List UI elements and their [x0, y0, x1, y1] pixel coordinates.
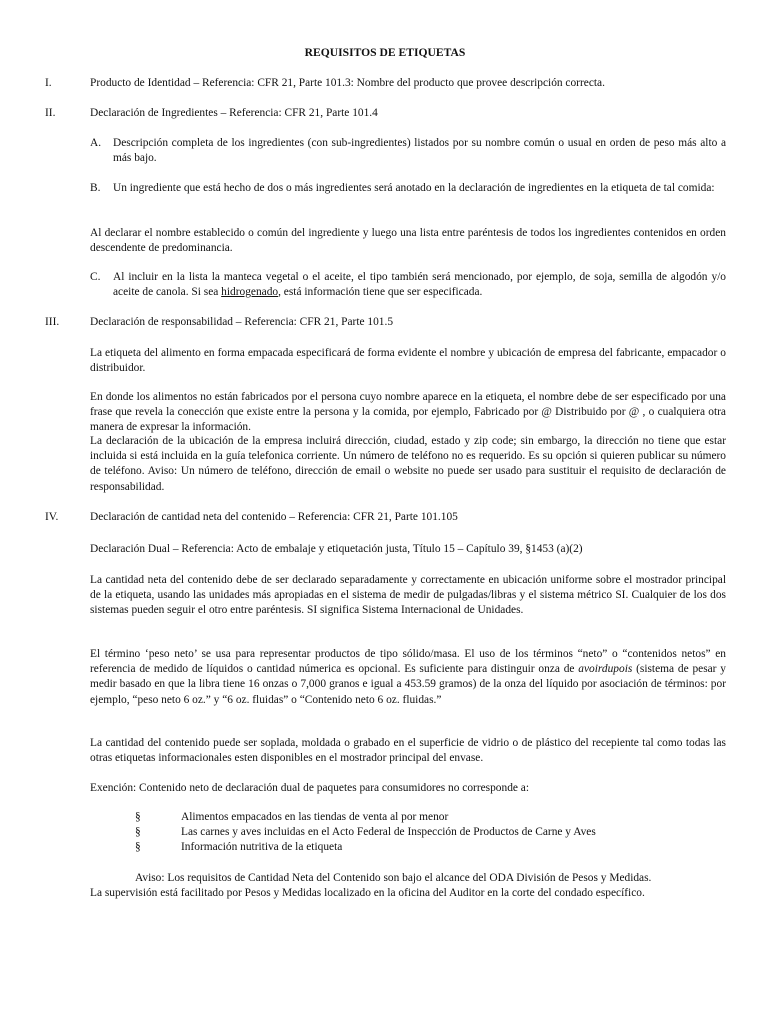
section-1-heading: Producto de Identidad – Referencia: CFR 21, Parte 101.3: Nombre del producto que provee descripción correcta. — [90, 77, 605, 89]
section-4-paragraph-3: La cantidad del contenido puede ser soplada, moldada o grabado en el superficie de vidrio o de plástico del recepiente tal como todas las otras etiquetas informacionales esten disponibles en el mostrador principal del envase. — [90, 737, 726, 765]
item-c-underlined-term: hidrogenado — [221, 286, 279, 299]
section-3-paragraph-1: La etiqueta del alimento en forma empacada especificará de forma evidente el nombre y ubicación de empresa del fabricante, empacador o distribuidor. — [90, 347, 726, 375]
notice-line-1: Aviso: Los requisitos de Cantidad Neta del Contenido son bajo el alcance del ODA División de Pesos y Medidas. — [135, 872, 652, 884]
section-3-number: III. — [45, 316, 60, 328]
section-3-heading: Declaración de responsabilidad – Referencia: CFR 21, Parte 101.5 — [90, 316, 394, 328]
item-c-text-pre: Al incluir en la lista la manteca vegetal o el aceite, el tipo también será mencionado, por ejemplo, de soja, semilla de algodón y/o aceite de canola. Si sea — [113, 271, 726, 299]
section-2-heading: Declaración de Ingredientes – Referencia: CFR 21, Parte 101.4 — [90, 107, 378, 119]
section-symbol: § — [135, 826, 141, 838]
section-4-paragraph-2 — [90, 647, 726, 708]
section-3-paragraph-2: En donde los alimentos no están fabricados por el persona cuyo nombre aparece en la etiqueta, el nombre debe de ser especificado por una frase que revela la conección que existe entre la persona y la comida, por ejemplo, Fabricado por @ Distribuido por @ , o cualquiera otra manera de expresar la información. — [90, 391, 726, 434]
section-2-item-a — [90, 136, 726, 166]
section-2-note: Al declarar el nombre establecido o común del ingrediente y luego una lista entre paréntesis de todos los ingredientes contenidos en orden descendente de predominancia. — [90, 227, 726, 255]
section-2-number: II. — [45, 107, 56, 119]
section-4-exemption: Exención: Contenido neto de declaración dual de paquetes para consumidores no corresponde a: — [90, 782, 530, 794]
item-c-label: C. — [90, 271, 101, 283]
section-2-item-c — [90, 270, 726, 300]
section-1-number: I. — [45, 77, 52, 89]
item-b-text: Un ingrediente que está hecho de dos o más ingredientes será anotado en la declaración de ingredientes en la etiqueta de tal comida: — [113, 182, 715, 194]
item-c-text — [113, 270, 726, 300]
document-title: REQUISITOS DE ETIQUETAS — [304, 46, 466, 59]
exemption-bullet-text: Alimentos empacados en las tiendas de venta al por menor — [181, 811, 449, 823]
item-c-text-post: , está información tiene que ser especificada. — [278, 286, 483, 299]
section-4-number: IV. — [45, 511, 59, 523]
paragraph-2-post: (sistema de pesar y medir basado en que la libra tiene 16 onzas o 7,000 granos e igual a 453.59 gramos) de la onza del líquido por asociación de términos: por ejemplo, “peso neto 6 oz.” y “6 oz. fluidas” o “Contenido neto 6 oz. fluidas.” — [90, 663, 726, 706]
section-4-dual-declaration: Declaración Dual – Referencia: Acto de embalaje y etiquetación justa, Título 15 – Capítulo 39, §1453 (a)(2) — [90, 543, 583, 555]
paragraph-2-italic-term: avoirdupois — [578, 663, 633, 676]
item-a-label: A. — [90, 137, 102, 149]
section-symbol: § — [135, 841, 141, 853]
section-4-paragraph-1: La cantidad neta del contenido debe de ser declarado separadamente y correctamente en ubicación uniforme sobre el mostrador principal de la etiqueta, usando las unidades más apropiadas en el sistema de medir de pulgadas/libras y el sistema métrico SI. Cualquier de los dos sistemas pueden seguir el otro entre paréntesis. SI significa Sistema Internacional de Unidades. — [90, 574, 726, 617]
exemption-bullet-text: Las carnes y aves incluidas en el Acto Federal de Inspección de Productos de Carne y Aves — [181, 826, 596, 838]
notice-line-2: La supervisión está facilitado por Pesos y Medidas localizado en la oficina del Auditor en la corte del condado específico. — [90, 887, 645, 899]
section-2-item-b — [90, 181, 726, 196]
exemption-bullet-text: Información nutritiva de la etiqueta — [181, 841, 343, 853]
paragraph-2-pre: El término ‘peso neto’ se usa para representar productos de tipo sólido/masa. El uso de los términos “neto” o “contenidos netos” en referencia de medido de líquidos o cantidad númerica es opcional. Es suficiente para distinguir onza de — [90, 648, 726, 676]
section-symbol: § — [135, 811, 141, 823]
section-4-heading: Declaración de cantidad neta del contenido – Referencia: CFR 21, Parte 101.105 — [90, 511, 458, 523]
item-a-text: Descripción completa de los ingredientes (con sub-ingredientes) listados por su nombre común o usual en orden de peso más alto a más bajo. — [113, 137, 726, 165]
section-3-paragraph-3: La declaración de la ubicación de la empresa incluirá dirección, ciudad, estado y zip code; sin embargo, la dirección no tiene que estar incluida si está incluida en la guía telefonica corriente. Un número de teléfono no es requerido. Es su opción si quieren publicar su número de teléfono. Aviso: Un número de teléfono, dirección de email o website no puede ser usado para sustituir el requisito de declaración de responsabilidad. — [90, 435, 726, 493]
item-b-label: B. — [90, 182, 101, 194]
